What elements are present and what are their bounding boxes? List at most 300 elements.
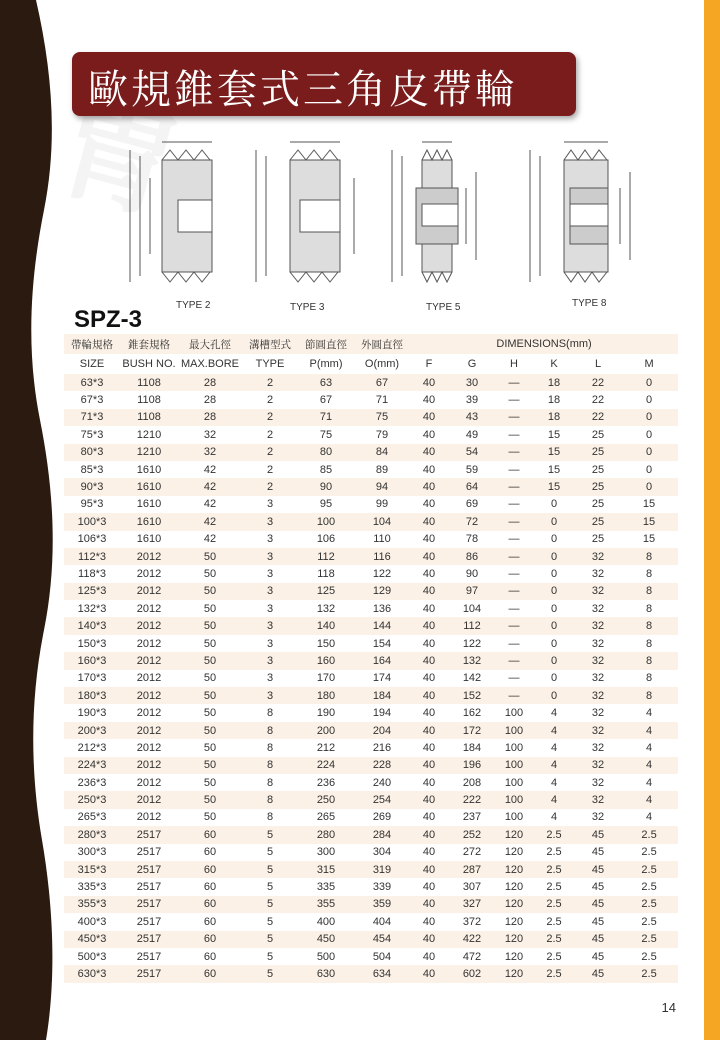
table-cell: 40: [410, 635, 448, 652]
table-cell: 254: [354, 791, 410, 808]
table-cell: 116: [354, 548, 410, 565]
table-cell: 42: [178, 496, 242, 513]
table-cell: 100: [496, 809, 532, 826]
table-cell: 4: [532, 757, 576, 774]
table-cell: 8: [620, 687, 678, 704]
table-cell: 120: [496, 948, 532, 965]
table-cell: 280*3: [64, 826, 120, 843]
table-cell: 160: [298, 652, 354, 669]
table-cell: 252: [448, 826, 496, 843]
table-cell: 45: [576, 826, 620, 843]
table-cell: 630: [298, 965, 354, 982]
table-row: [64, 583, 678, 600]
table-cell: 154: [354, 635, 410, 652]
table-cell: 100: [298, 513, 354, 530]
table-cell: 100*3: [64, 513, 120, 530]
table-cell: 129: [354, 583, 410, 600]
table-cell: 112: [448, 617, 496, 634]
table-cell: 4: [620, 791, 678, 808]
table-cell: 602: [448, 965, 496, 982]
table-cell: 184: [354, 687, 410, 704]
type-5-drawing: [392, 142, 476, 282]
pulley-diagrams: [100, 128, 660, 318]
table-cell: 50: [178, 565, 242, 582]
table-row: [64, 513, 678, 530]
table-cell: 0: [532, 617, 576, 634]
pulley-drawings: [100, 128, 660, 318]
table-cell: 8: [242, 809, 298, 826]
diagram-label: TYPE 8: [572, 298, 607, 309]
table-cell: 196: [448, 757, 496, 774]
table-cell: 112*3: [64, 548, 120, 565]
table-cell: 0: [532, 565, 576, 582]
table-cell: 40: [410, 931, 448, 948]
table-cell: 100: [496, 704, 532, 721]
table-cell: 272: [448, 844, 496, 861]
table-cell: 4: [532, 739, 576, 756]
table-cell: 60: [178, 826, 242, 843]
table-row: [64, 965, 678, 982]
table-cell: 120: [496, 878, 532, 895]
table-cell: 422: [448, 931, 496, 948]
table-cell: 40: [410, 722, 448, 739]
table-cell: 162: [448, 704, 496, 721]
table-cell: 45: [576, 878, 620, 895]
table-cell: 15: [620, 531, 678, 548]
table-cell: 0: [620, 478, 678, 495]
table-cell: 500: [298, 948, 354, 965]
table-cell: 300: [298, 844, 354, 861]
header-cell: 節圓直徑: [298, 334, 354, 354]
table-cell: 2: [242, 391, 298, 408]
table-cell: 2.5: [620, 913, 678, 930]
table-cell: 106*3: [64, 531, 120, 548]
table-cell: 2012: [120, 722, 178, 739]
page-title: 歐規錐套式三角皮帶輪: [88, 67, 518, 113]
table-cell: 45: [576, 844, 620, 861]
table-cell: 250*3: [64, 791, 120, 808]
table-cell: 2.5: [532, 861, 576, 878]
table-cell: 280: [298, 826, 354, 843]
table-cell: 1210: [120, 444, 178, 461]
table-cell: —: [496, 374, 532, 391]
table-cell: 0: [532, 531, 576, 548]
table-cell: 40: [410, 391, 448, 408]
table-cell: 160*3: [64, 652, 120, 669]
table-row: [64, 704, 678, 721]
table-cell: —: [496, 478, 532, 495]
table-cell: 2.5: [620, 878, 678, 895]
table-cell: 630*3: [64, 965, 120, 982]
table-cell: 80: [298, 444, 354, 461]
table-cell: —: [496, 670, 532, 687]
table-cell: 45: [576, 861, 620, 878]
table-cell: 50: [178, 670, 242, 687]
table-cell: 180: [298, 687, 354, 704]
table-cell: 40: [410, 965, 448, 982]
table-cell: 190: [298, 704, 354, 721]
header-cell: K: [532, 354, 576, 374]
table-cell: 140: [298, 617, 354, 634]
header-cell: G: [448, 354, 496, 374]
table-cell: 4: [620, 704, 678, 721]
table-cell: 3: [242, 513, 298, 530]
table-cell: 216: [354, 739, 410, 756]
table-cell: 372: [448, 913, 496, 930]
table-cell: 67: [298, 391, 354, 408]
table-cell: 42: [178, 531, 242, 548]
table-cell: 400*3: [64, 913, 120, 930]
table-cell: 104: [354, 513, 410, 530]
table-cell: 3: [242, 652, 298, 669]
table-cell: 60: [178, 861, 242, 878]
table-cell: 59: [448, 461, 496, 478]
table-row: [64, 391, 678, 408]
table-cell: 228: [354, 757, 410, 774]
table-row: [64, 791, 678, 808]
type-2-drawing: [130, 142, 212, 282]
table-cell: 45: [576, 896, 620, 913]
header-cell: H: [496, 354, 532, 374]
table-cell: 100: [496, 791, 532, 808]
table-cell: 15: [532, 426, 576, 443]
table-cell: 1108: [120, 391, 178, 408]
table-cell: 132: [448, 652, 496, 669]
table-cell: —: [496, 426, 532, 443]
table-cell: 504: [354, 948, 410, 965]
table-cell: 43: [448, 409, 496, 426]
table-cell: 400: [298, 913, 354, 930]
table-cell: 2.5: [620, 826, 678, 843]
table-cell: 2.5: [532, 931, 576, 948]
table-cell: 50: [178, 774, 242, 791]
table-cell: 0: [532, 583, 576, 600]
table-cell: 50: [178, 704, 242, 721]
table-cell: 2012: [120, 774, 178, 791]
table-cell: 50: [178, 722, 242, 739]
table-cell: 2.5: [620, 861, 678, 878]
table-cell: 2.5: [620, 844, 678, 861]
table-cell: 4: [532, 704, 576, 721]
table-cell: 2: [242, 426, 298, 443]
table-cell: 8: [242, 739, 298, 756]
table-cell: 8: [242, 757, 298, 774]
table-cell: 40: [410, 652, 448, 669]
table-cell: —: [496, 617, 532, 634]
table-cell: —: [496, 548, 532, 565]
table-cell: 180*3: [64, 687, 120, 704]
table-cell: 335*3: [64, 878, 120, 895]
table-cell: 2.5: [532, 878, 576, 895]
table-cell: 287: [448, 861, 496, 878]
table-cell: 32: [178, 426, 242, 443]
table-cell: 144: [354, 617, 410, 634]
table-cell: 0: [620, 391, 678, 408]
table-cell: 0: [532, 635, 576, 652]
table-row: [64, 478, 678, 495]
table-cell: 125*3: [64, 583, 120, 600]
table-cell: 50: [178, 583, 242, 600]
table-cell: 2012: [120, 565, 178, 582]
table-row: [64, 531, 678, 548]
table-cell: 89: [354, 461, 410, 478]
table-cell: 2.5: [620, 948, 678, 965]
table-cell: 2012: [120, 739, 178, 756]
table-cell: 150: [298, 635, 354, 652]
table-cell: 112: [298, 548, 354, 565]
table-cell: 315: [298, 861, 354, 878]
table-cell: 40: [410, 531, 448, 548]
table-cell: 0: [532, 548, 576, 565]
table-cell: 2.5: [620, 931, 678, 948]
left-decorative-band: [0, 0, 62, 1040]
table-cell: 3: [242, 670, 298, 687]
table-cell: 4: [532, 809, 576, 826]
table-cell: 2.5: [532, 826, 576, 843]
header-cell: MAX.BORE: [178, 354, 242, 374]
table-cell: 32: [576, 548, 620, 565]
table-cell: 3: [242, 617, 298, 634]
table-cell: 300*3: [64, 844, 120, 861]
header-cell: TYPE: [242, 354, 298, 374]
table-cell: 15: [532, 461, 576, 478]
table-cell: 2517: [120, 844, 178, 861]
header-cell: O(mm): [354, 354, 410, 374]
table-cell: 5: [242, 844, 298, 861]
table-cell: 0: [532, 600, 576, 617]
table-cell: —: [496, 583, 532, 600]
table-cell: 5: [242, 826, 298, 843]
table-cell: 18: [532, 374, 576, 391]
table-cell: 49: [448, 426, 496, 443]
table-cell: 104: [448, 600, 496, 617]
table-cell: 2012: [120, 583, 178, 600]
header-cell: 外圓直徑: [354, 334, 410, 354]
table-cell: 75*3: [64, 426, 120, 443]
table-cell: 40: [410, 583, 448, 600]
table-cell: 315*3: [64, 861, 120, 878]
table-cell: 75: [354, 409, 410, 426]
table-cell: —: [496, 513, 532, 530]
table-row: [64, 565, 678, 582]
table-row: [64, 774, 678, 791]
table-cell: 4: [620, 809, 678, 826]
table-cell: 222: [448, 791, 496, 808]
table-cell: 50: [178, 687, 242, 704]
table-cell: 5: [242, 878, 298, 895]
table-cell: 0: [532, 670, 576, 687]
table-cell: 40: [410, 600, 448, 617]
table-cell: 172: [448, 722, 496, 739]
table-cell: 212*3: [64, 739, 120, 756]
table-cell: 40: [410, 757, 448, 774]
table-row: [64, 878, 678, 895]
table-cell: 0: [620, 461, 678, 478]
table-cell: 8: [242, 704, 298, 721]
table-cell: 40: [410, 478, 448, 495]
table-cell: 40: [410, 774, 448, 791]
table-cell: 4: [532, 722, 576, 739]
table-cell: 69: [448, 496, 496, 513]
table-cell: 3: [242, 496, 298, 513]
table-cell: 194: [354, 704, 410, 721]
table-cell: 100: [496, 739, 532, 756]
table-cell: 40: [410, 496, 448, 513]
table-row: [64, 861, 678, 878]
diagram-label: TYPE 3: [290, 302, 325, 313]
table-cell: 84: [354, 444, 410, 461]
table-cell: 8: [620, 670, 678, 687]
table-cell: 236*3: [64, 774, 120, 791]
table-cell: 1610: [120, 478, 178, 495]
header-cell: 帶輪規格: [64, 334, 120, 354]
table-cell: 32: [576, 809, 620, 826]
table-cell: 122: [354, 565, 410, 582]
table-cell: —: [496, 444, 532, 461]
table-cell: 327: [448, 896, 496, 913]
table-cell: 5: [242, 948, 298, 965]
table-cell: 118*3: [64, 565, 120, 582]
table-row: [64, 461, 678, 478]
table-cell: 170*3: [64, 670, 120, 687]
table-cell: 95*3: [64, 496, 120, 513]
table-cell: —: [496, 687, 532, 704]
table-cell: 32: [576, 652, 620, 669]
table-cell: 120: [496, 826, 532, 843]
table-cell: 240: [354, 774, 410, 791]
table-cell: 1210: [120, 426, 178, 443]
table-cell: 75: [298, 426, 354, 443]
table-cell: —: [496, 496, 532, 513]
table-cell: 67*3: [64, 391, 120, 408]
table-cell: 120: [496, 861, 532, 878]
table-cell: 100: [496, 757, 532, 774]
table-cell: 60: [178, 913, 242, 930]
table-cell: 60: [178, 896, 242, 913]
table-cell: 32: [576, 565, 620, 582]
table-cell: 120: [496, 965, 532, 982]
table-cell: 90: [448, 565, 496, 582]
table-cell: 3: [242, 583, 298, 600]
table-cell: 3: [242, 548, 298, 565]
table-cell: 4: [532, 791, 576, 808]
table-cell: 1108: [120, 374, 178, 391]
table-cell: 8: [620, 548, 678, 565]
table-cell: 25: [576, 478, 620, 495]
table-row: [64, 948, 678, 965]
table-cell: 236: [298, 774, 354, 791]
page-number: 14: [661, 1000, 676, 1015]
header-cell: M: [620, 354, 678, 374]
table-cell: 265*3: [64, 809, 120, 826]
table-row: [64, 809, 678, 826]
table-cell: 208: [448, 774, 496, 791]
header-cell: P(mm): [298, 354, 354, 374]
table-cell: 2.5: [620, 965, 678, 982]
table-cell: 32: [178, 444, 242, 461]
table-cell: 5: [242, 965, 298, 982]
table-cell: 71*3: [64, 409, 120, 426]
table-cell: 106: [298, 531, 354, 548]
table-row: [64, 670, 678, 687]
table-cell: 100: [496, 722, 532, 739]
table-cell: 2: [242, 461, 298, 478]
table-cell: 40: [410, 826, 448, 843]
table-cell: 50: [178, 617, 242, 634]
table-cell: —: [496, 531, 532, 548]
table-cell: 32: [576, 791, 620, 808]
table-cell: 164: [354, 652, 410, 669]
table-row: [64, 687, 678, 704]
table-cell: 8: [620, 652, 678, 669]
table-cell: 50: [178, 548, 242, 565]
table-cell: 200*3: [64, 722, 120, 739]
table-cell: 63: [298, 374, 354, 391]
table-cell: 86: [448, 548, 496, 565]
table-cell: 60: [178, 844, 242, 861]
table-cell: 3: [242, 600, 298, 617]
table-cell: 8: [620, 565, 678, 582]
type-8-drawing: [530, 142, 630, 282]
table-cell: 22: [576, 391, 620, 408]
table-cell: 2.5: [532, 948, 576, 965]
header-cell: 最大孔徑: [178, 334, 242, 354]
table-cell: 319: [354, 861, 410, 878]
table-row: [64, 722, 678, 739]
table-cell: 2: [242, 374, 298, 391]
table-cell: 40: [410, 809, 448, 826]
table-cell: 2012: [120, 617, 178, 634]
table-cell: 60: [178, 965, 242, 982]
table-cell: 4: [620, 739, 678, 756]
table-cell: 32: [576, 739, 620, 756]
table-row: [64, 652, 678, 669]
diagram-label: TYPE 5: [426, 302, 461, 313]
table-cell: 18: [532, 409, 576, 426]
table-cell: 1610: [120, 531, 178, 548]
header-cell: 錐套規格: [120, 334, 178, 354]
table-cell: 32: [576, 635, 620, 652]
model-heading: SPZ-3: [74, 306, 143, 333]
table-cell: 22: [576, 374, 620, 391]
table-cell: 2517: [120, 878, 178, 895]
table-cell: 3: [242, 635, 298, 652]
table-row: [64, 826, 678, 843]
table-cell: 40: [410, 409, 448, 426]
table-cell: 45: [576, 931, 620, 948]
table-cell: 0: [620, 374, 678, 391]
table-cell: 0: [620, 409, 678, 426]
table-row: [64, 757, 678, 774]
table-cell: 2012: [120, 687, 178, 704]
table-cell: —: [496, 391, 532, 408]
table-cell: 120: [496, 844, 532, 861]
table-cell: 95: [298, 496, 354, 513]
table-cell: 2012: [120, 704, 178, 721]
table-cell: 71: [298, 409, 354, 426]
table-cell: 339: [354, 878, 410, 895]
table-cell: 30: [448, 374, 496, 391]
table-cell: 120: [496, 931, 532, 948]
table-row: [64, 931, 678, 948]
table-cell: 40: [410, 444, 448, 461]
table-cell: 2.5: [532, 844, 576, 861]
table-cell: 120: [496, 896, 532, 913]
table-cell: 304: [354, 844, 410, 861]
table-cell: —: [496, 600, 532, 617]
table-cell: 63*3: [64, 374, 120, 391]
table-cell: 45: [576, 948, 620, 965]
